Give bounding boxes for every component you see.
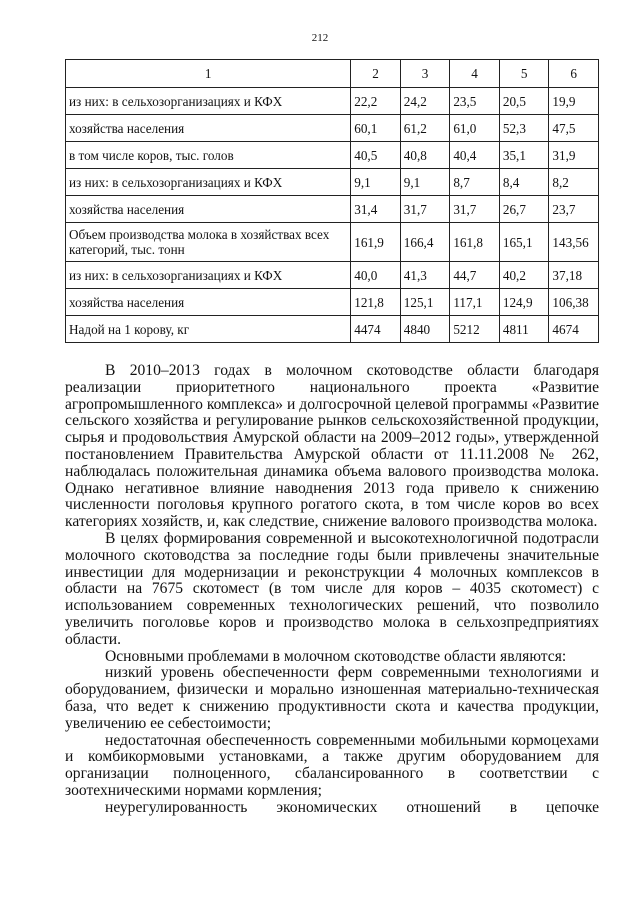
table-cell: 52,3 bbox=[499, 115, 549, 142]
table-row bbox=[66, 196, 599, 223]
table-cell: 117,1 bbox=[450, 289, 500, 316]
table-cell: 106,38 bbox=[549, 289, 599, 316]
table-cell: 125,1 bbox=[400, 289, 450, 316]
table-row bbox=[66, 115, 599, 142]
table-cell: 4474 bbox=[351, 316, 401, 343]
row-label: хозяйства населения bbox=[66, 289, 351, 316]
column-header: 2 bbox=[351, 60, 401, 88]
table-cell: 4811 bbox=[499, 316, 549, 343]
table-cell: 35,1 bbox=[499, 142, 549, 169]
table-cell: 31,7 bbox=[400, 196, 450, 223]
table-cell: 37,18 bbox=[549, 262, 599, 289]
table-cell: 121,8 bbox=[351, 289, 401, 316]
row-label: Объем производства молока в хозяйствах всех категорий, тыс. тонн bbox=[66, 223, 351, 262]
table-cell: 31,4 bbox=[351, 196, 401, 223]
column-header: 5 bbox=[499, 60, 549, 88]
table-cell: 8,7 bbox=[450, 169, 500, 196]
statistics-table bbox=[65, 59, 599, 343]
page-number: 212 bbox=[311, 32, 329, 44]
row-label: Надой на 1 корову, кг bbox=[66, 316, 351, 343]
table-header-row bbox=[66, 60, 599, 88]
table-cell: 40,0 bbox=[351, 262, 401, 289]
table-cell: 41,3 bbox=[400, 262, 450, 289]
table-cell: 165,1 bbox=[499, 223, 549, 262]
document-body bbox=[65, 363, 599, 817]
table-row bbox=[66, 316, 599, 343]
table-cell: 8,2 bbox=[549, 169, 599, 196]
row-label: хозяйства населения bbox=[66, 196, 351, 223]
table-cell: 5212 bbox=[450, 316, 500, 343]
body-paragraph: низкий уровень обеспеченности ферм современными технологиями и оборудованием, физически и морально изношенная материально-техническая база, что ведет к снижению продуктивности скота и качества продукции, увеличению ее себестоимости; bbox=[65, 664, 599, 732]
table-cell: 22,2 bbox=[351, 88, 401, 115]
table-cell: 166,4 bbox=[400, 223, 450, 262]
column-header: 6 bbox=[549, 60, 599, 88]
table-cell: 61,2 bbox=[400, 115, 450, 142]
row-label: из них: в сельхозорганизациях и КФХ bbox=[66, 169, 351, 196]
table-cell: 47,5 bbox=[549, 115, 599, 142]
row-label: из них: в сельхозорганизациях и КФХ bbox=[66, 262, 351, 289]
table-cell: 19,9 bbox=[549, 88, 599, 115]
column-header: 3 bbox=[400, 60, 450, 88]
table-cell: 31,9 bbox=[549, 142, 599, 169]
table-cell: 124,9 bbox=[499, 289, 549, 316]
row-label: из них: в сельхозорганизациях и КФХ bbox=[66, 88, 351, 115]
body-paragraph: В 2010–2013 годах в молочном скотоводстве области благодаря реализации приоритетного национального проекта «Развитие агропромышленного комплекса» и долгосрочной целевой программы «Развитие сельского хозяйства и регулирование рынков сельскохозяйственной продукции, сырья и продовольствия Амурской области на 2009–2012 годы», утвержденной постановлением Правительства Амурской области от 11.11.2008 № 262, наблюдалась положительная динамика объема валового производства молока. Однако негативное влияние наводнения 2013 года привело к снижению численности поголовья крупного рогатого скота, в том числе коров во всех категориях хозяйств, и, как следствие, снижение валового производства молока. bbox=[65, 362, 599, 531]
table-cell: 40,5 bbox=[351, 142, 401, 169]
table-cell: 23,5 bbox=[450, 88, 500, 115]
body-paragraph: неурегулированность экономических отношений в цепочке bbox=[105, 798, 599, 816]
table-row bbox=[66, 289, 599, 316]
table-cell: 9,1 bbox=[351, 169, 401, 196]
table-row bbox=[66, 169, 599, 196]
column-header: 1 bbox=[66, 60, 351, 88]
table-cell: 8,4 bbox=[499, 169, 549, 196]
table-row bbox=[66, 142, 599, 169]
table-cell: 20,5 bbox=[499, 88, 549, 115]
row-label: хозяйства населения bbox=[66, 115, 351, 142]
row-label: в том числе коров, тыс. голов bbox=[66, 142, 351, 169]
table-cell: 9,1 bbox=[400, 169, 450, 196]
table-cell: 4840 bbox=[400, 316, 450, 343]
column-header: 4 bbox=[450, 60, 500, 88]
body-paragraph: Основными проблемами в молочном скотоводстве области являются: bbox=[105, 647, 567, 665]
table-cell: 40,2 bbox=[499, 262, 549, 289]
table-cell: 31,7 bbox=[450, 196, 500, 223]
table-cell: 40,4 bbox=[450, 142, 500, 169]
body-paragraph: В целях формирования современной и высокотехнологичной подотрасли молочного скотоводства за последние годы были привлечены значительные инвестиции для модернизации и реконструкции 4 молочных комплексов в области на 7675 скотомест (в том числе для коров – 4035 скотомест) с использованием современных технологических решений, что позволило увеличить поголовье коров и производство молока в сельхозпредприятиях области. bbox=[65, 529, 599, 648]
table-cell: 4674 bbox=[549, 316, 599, 343]
table-cell: 23,7 bbox=[549, 196, 599, 223]
table-cell: 161,9 bbox=[351, 223, 401, 262]
table-row bbox=[66, 88, 599, 115]
table-cell: 44,7 bbox=[450, 262, 500, 289]
table-cell: 60,1 bbox=[351, 115, 401, 142]
table-cell: 161,8 bbox=[450, 223, 500, 262]
table-cell: 61,0 bbox=[450, 115, 500, 142]
table-cell: 143,56 bbox=[549, 223, 599, 262]
table-cell: 24,2 bbox=[400, 88, 450, 115]
table-cell: 26,7 bbox=[499, 196, 549, 223]
table-row bbox=[66, 262, 599, 289]
table-cell: 40,8 bbox=[400, 142, 450, 169]
body-paragraph: недостаточная обеспеченность современными мобильными кормоцехами и комбикормовыми установками, а также другим оборудованием для организации полноценного, сбалансированного в соответствии с зоотехническими нормами кормления; bbox=[65, 731, 599, 799]
table-row bbox=[66, 223, 599, 262]
